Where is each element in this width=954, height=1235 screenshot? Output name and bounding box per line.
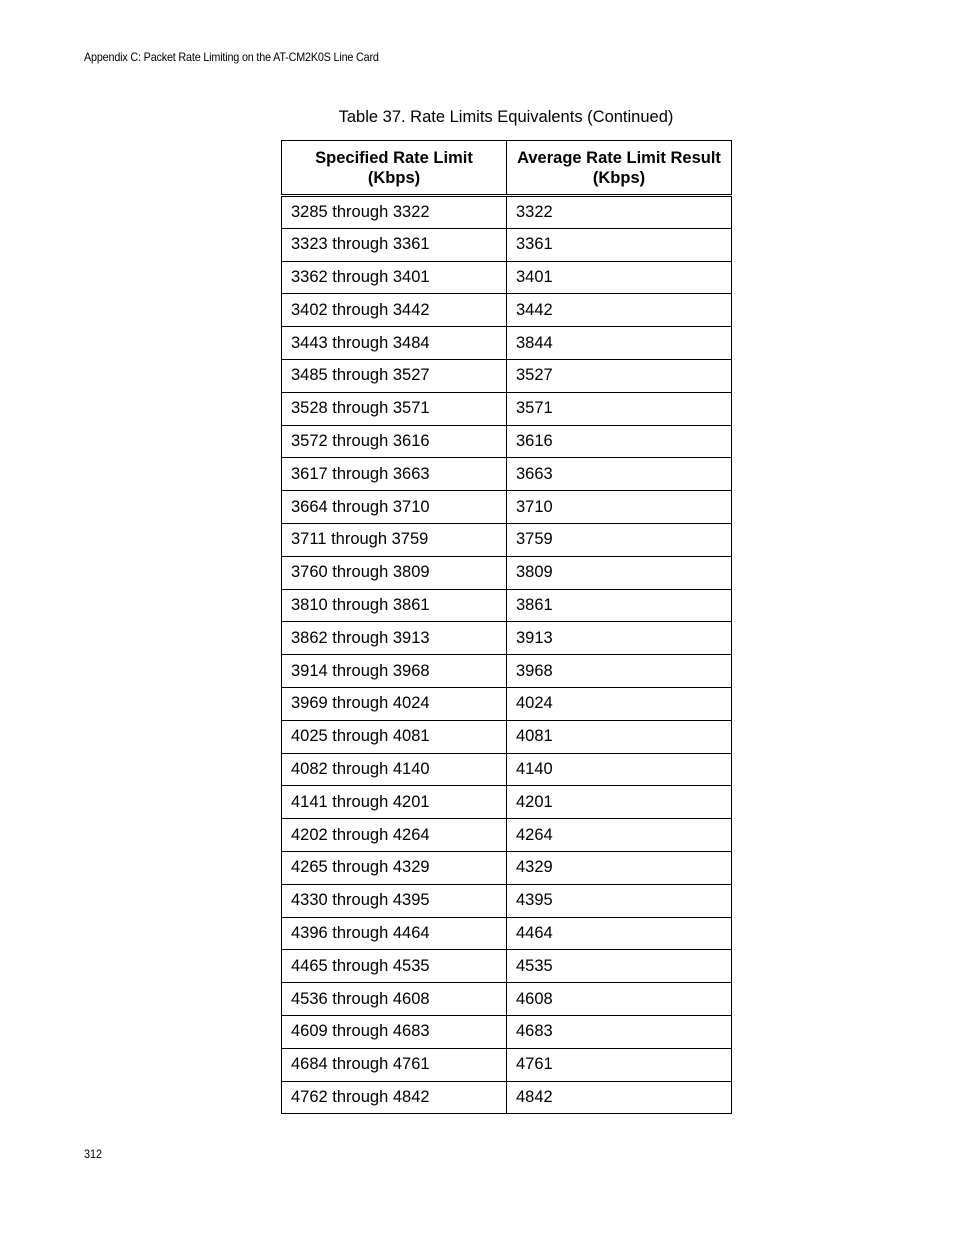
table-row [282,294,732,327]
table-row [282,1048,732,1081]
average-rate-cell: 3759 [507,523,732,556]
average-rate-cell: 3809 [507,556,732,589]
table-row [282,523,732,556]
table-row [282,556,732,589]
table-row [282,687,732,720]
average-rate-cell: 3571 [507,392,732,425]
specified-rate-cell: 3617 through 3663 [282,458,507,491]
table-row [282,950,732,983]
specified-rate-cell: 4536 through 4608 [282,983,507,1016]
table-row [282,589,732,622]
specified-rate-cell: 3528 through 3571 [282,392,507,425]
average-rate-cell: 4464 [507,917,732,950]
table-row [282,655,732,688]
specified-rate-cell: 3810 through 3861 [282,589,507,622]
specified-rate-cell: 4762 through 4842 [282,1081,507,1114]
table-row [282,261,732,294]
table-row [282,327,732,360]
table-row [282,851,732,884]
average-rate-cell: 3616 [507,425,732,458]
table-caption: Table 37. Rate Limits Equivalents (Continued) [338,108,674,126]
average-rate-cell: 4264 [507,819,732,852]
column-header-specified-rate: Specified Rate Limit (Kbps) [282,141,507,196]
specified-rate-cell: 3485 through 3527 [282,359,507,392]
specified-rate-cell: 3664 through 3710 [282,491,507,524]
average-rate-cell: 3844 [507,327,732,360]
specified-rate-cell: 3323 through 3361 [282,228,507,261]
column-header-average-rate: Average Rate Limit Result (Kbps) [507,141,732,196]
specified-rate-cell: 3402 through 3442 [282,294,507,327]
average-rate-cell: 4535 [507,950,732,983]
table-header-row [282,141,732,196]
table-row [282,753,732,786]
table-row [282,786,732,819]
specified-rate-cell: 3711 through 3759 [282,523,507,556]
specified-rate-cell: 3443 through 3484 [282,327,507,360]
specified-rate-cell: 4025 through 4081 [282,720,507,753]
table-body [282,196,732,1114]
specified-rate-cell: 4265 through 4329 [282,851,507,884]
average-rate-cell: 3861 [507,589,732,622]
average-rate-cell: 4608 [507,983,732,1016]
specified-rate-cell: 3914 through 3968 [282,655,507,688]
table-row [282,819,732,852]
average-rate-cell: 3968 [507,655,732,688]
rate-limits-table [281,140,732,1114]
specified-rate-cell: 4684 through 4761 [282,1048,507,1081]
table-row [282,425,732,458]
table-row [282,359,732,392]
average-rate-cell: 3527 [507,359,732,392]
average-rate-cell: 4329 [507,851,732,884]
average-rate-cell: 3663 [507,458,732,491]
table-row [282,917,732,950]
average-rate-cell: 4140 [507,753,732,786]
average-rate-cell: 4024 [507,687,732,720]
specified-rate-cell: 3572 through 3616 [282,425,507,458]
average-rate-cell: 3913 [507,622,732,655]
specified-rate-cell: 4202 through 4264 [282,819,507,852]
specified-rate-cell: 4396 through 4464 [282,917,507,950]
table-row [282,458,732,491]
running-header: Appendix C: Packet Rate Limiting on the AT-CM2K0S Line Card [84,50,379,64]
specified-rate-cell: 4141 through 4201 [282,786,507,819]
average-rate-cell: 3401 [507,261,732,294]
table-row [282,720,732,753]
average-rate-cell: 4081 [507,720,732,753]
table-row [282,1081,732,1114]
table-row [282,884,732,917]
specified-rate-cell: 4465 through 4535 [282,950,507,983]
average-rate-cell: 4201 [507,786,732,819]
specified-rate-cell: 4330 through 4395 [282,884,507,917]
average-rate-cell: 4683 [507,1015,732,1048]
specified-rate-cell: 3285 through 3322 [282,196,507,229]
table-row [282,622,732,655]
specified-rate-cell: 3969 through 4024 [282,687,507,720]
specified-rate-cell: 3362 through 3401 [282,261,507,294]
table-row [282,983,732,1016]
table-row [282,491,732,524]
table-row [282,392,732,425]
specified-rate-cell: 3760 through 3809 [282,556,507,589]
average-rate-cell: 3322 [507,196,732,229]
average-rate-cell: 3361 [507,228,732,261]
average-rate-cell: 3710 [507,491,732,524]
specified-rate-cell: 3862 through 3913 [282,622,507,655]
table-row [282,1015,732,1048]
specified-rate-cell: 4082 through 4140 [282,753,507,786]
average-rate-cell: 4395 [507,884,732,917]
specified-rate-cell: 4609 through 4683 [282,1015,507,1048]
average-rate-cell: 4761 [507,1048,732,1081]
average-rate-cell: 4842 [507,1081,732,1114]
table-row [282,228,732,261]
page-number: 312 [84,1147,103,1161]
table-row [282,196,732,229]
average-rate-cell: 3442 [507,294,732,327]
